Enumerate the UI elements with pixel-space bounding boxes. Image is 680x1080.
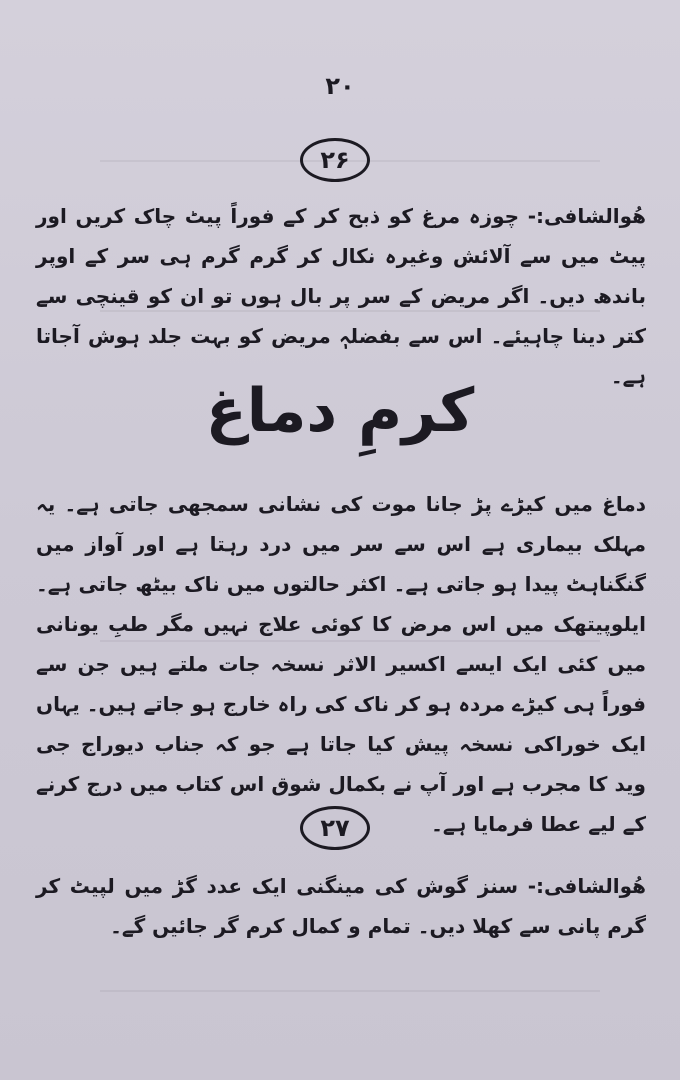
recipe-number: ۲۶ (320, 146, 350, 174)
section-paragraph: دماغ میں کیڑے پڑ جانا موت کی نشانی سمجھی جاتی ہے۔ یہ مہلک بیماری ہے اس سے سر میں درد رہتا ہے اور آواز میں گنگناہٹ پیدا ہو جاتی ہے۔ اکثر حالتوں میں ناک بیٹھ جاتی ہے۔ ایلوپیتھک میں اس مرض کا کوئی علاج نہیں مگر طبِ یونانی میں کئی ایک ایسے اکسیر الاثر نسخہ جات ملتے ہیں جن سے فوراً ہی کیڑے مردہ ہو کر ناک کی راہ خارج ہو جاتے ہیں۔ یہاں ایک خوراکی نسخہ پیش کیا جاتا ہے جو کہ جناب دیوراج جی وید کا مجرب ہے اور آپ نے بکمال شوق اس کتاب میں درج کرنے کے لیے عطا فرمایا ہے۔ (36, 492, 647, 836)
recipe-number: ۲۷ (320, 814, 350, 842)
recipe-paragraph: ھُوالشافی:- سنز گوش کی مینگنی ایک عدد گڑ میں لپیٹ کر گرم پانی سے کھلا دیں۔ تمام و کمال کرم گر جائیں گے۔ (36, 874, 646, 938)
recipe-number-badge (300, 806, 370, 850)
page-number: ۲۰ (325, 72, 355, 100)
recipe-number-badge (300, 138, 370, 182)
section-heading: کرمِ دماغ (205, 376, 475, 446)
bleed-through-line (100, 990, 600, 992)
recipe-paragraph: ھُوالشافی:- چوزہ مرغ کو ذبح کر کے فوراً پیٹ چاک کریں اور پیٹ میں سے آلائش وغیرہ نکال کر گرم گرم ہی سر کے اوپر باندھ دیں۔ اگر مریض کے سر پر بال ہوں تو ان کو قینچی سے کتر دینا چاہیئے۔ اس سے بفضلہٖ مریض کو بہت جلد ہوش آجاتا ہے۔ (36, 204, 646, 388)
